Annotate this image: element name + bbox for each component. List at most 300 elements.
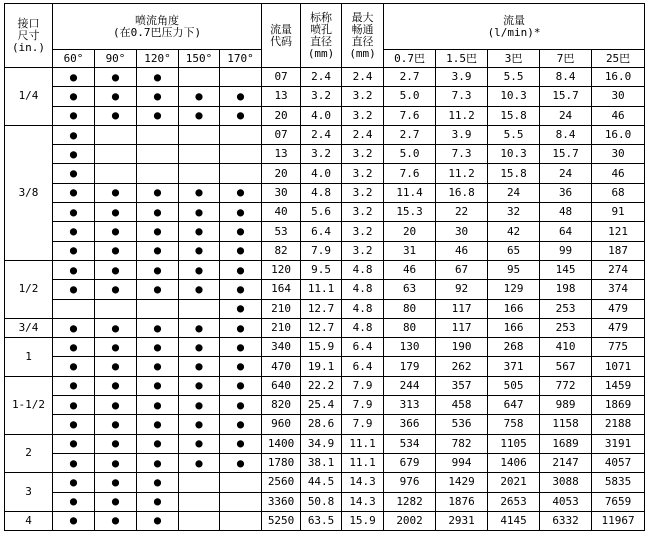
table-row <box>5 511 645 530</box>
orifice-diameter-cell: 63.5 <box>301 511 342 530</box>
angle-availability-cell <box>53 260 95 279</box>
flow-rate-cell: 3.9 <box>436 125 488 144</box>
available-dot-icon: ● <box>69 281 78 296</box>
flow-rate-cell: 7.6 <box>384 106 436 125</box>
available-dot-icon: ● <box>153 108 162 123</box>
flow-code-cell: 820 <box>262 396 301 415</box>
available-dot-icon: ● <box>69 146 78 161</box>
flow-rate-cell: 5835 <box>592 473 645 492</box>
angle-availability-cell <box>53 396 95 415</box>
flow-code-cell: 20 <box>262 164 301 183</box>
available-dot-icon: ● <box>195 378 203 393</box>
angle-availability-cell <box>137 415 179 434</box>
connection-size-cell: 1 <box>5 338 53 377</box>
available-dot-icon: ● <box>195 204 203 219</box>
flow-rate-cell: 15.8 <box>488 164 540 183</box>
flow-rate-cell: 68 <box>592 183 645 202</box>
angle-availability-cell <box>220 318 262 337</box>
available-dot-icon: ● <box>69 397 78 412</box>
flow-rate-cell: 92 <box>436 280 488 299</box>
flow-rate-cell: 22 <box>436 203 488 222</box>
available-dot-icon: ● <box>236 378 245 393</box>
flow-rate-cell: 1876 <box>436 492 488 511</box>
table-row <box>5 203 645 222</box>
available-dot-icon: ● <box>236 397 245 412</box>
angle-availability-cell <box>53 164 95 183</box>
available-dot-icon: ● <box>111 474 120 489</box>
flow-rate-cell: 15.8 <box>488 106 540 125</box>
angle-availability-cell <box>179 492 220 511</box>
angle-availability-cell <box>95 203 137 222</box>
angle-availability-cell <box>53 511 95 530</box>
connection-size-cell: 1-1/2 <box>5 376 53 434</box>
flow-rate-cell: 1105 <box>488 434 540 453</box>
table-row <box>5 87 645 106</box>
angle-availability-cell <box>179 106 220 125</box>
angle-availability-cell <box>179 203 220 222</box>
angle-availability-cell <box>220 203 262 222</box>
flow-rate-cell: 5.0 <box>384 87 436 106</box>
angle-availability-cell <box>220 492 262 511</box>
table-row <box>5 260 645 279</box>
angle-availability-cell <box>179 473 220 492</box>
flow-rate-cell: 117 <box>436 318 488 337</box>
available-dot-icon: ● <box>195 455 203 470</box>
spray-angle-header: 喷流角度 (在0.7巴压力下) <box>53 4 262 50</box>
available-dot-icon: ● <box>69 204 78 219</box>
angle-availability-cell <box>53 241 95 260</box>
flow-rate-cell: 758 <box>488 415 540 434</box>
angle-availability-cell <box>220 511 262 530</box>
angle-availability-cell <box>220 396 262 415</box>
angle-availability-cell <box>53 318 95 337</box>
available-dot-icon: ● <box>69 166 78 181</box>
available-dot-icon: ● <box>195 416 203 431</box>
available-dot-icon: ● <box>195 436 203 451</box>
available-dot-icon: ● <box>236 281 245 296</box>
angle-availability-cell <box>137 125 179 144</box>
angle-availability-cell <box>220 473 262 492</box>
angle-availability-cell <box>95 260 137 279</box>
connection-size-cell: 3/4 <box>5 318 53 337</box>
angle-header-cell: 150° <box>179 50 220 68</box>
table-row <box>5 492 645 511</box>
angle-availability-cell <box>53 280 95 299</box>
max-passage-cell: 14.3 <box>342 473 384 492</box>
angle-availability-cell <box>137 260 179 279</box>
angle-availability-cell <box>220 415 262 434</box>
connection-size-cell: 4 <box>5 511 53 530</box>
angle-availability-cell <box>137 318 179 337</box>
available-dot-icon: ● <box>69 224 78 239</box>
flow-rate-cell: 1071 <box>592 357 645 376</box>
flow-rate-cell: 679 <box>384 453 436 472</box>
flow-rate-cell: 30 <box>592 145 645 164</box>
available-dot-icon: ● <box>111 88 120 103</box>
max-passage-cell: 4.8 <box>342 280 384 299</box>
angle-availability-cell <box>220 68 262 87</box>
angle-availability-cell <box>53 183 95 202</box>
flow-rate-cell: 46 <box>592 164 645 183</box>
available-dot-icon: ● <box>153 281 162 296</box>
angle-availability-cell <box>95 473 137 492</box>
table-row <box>5 280 645 299</box>
table-row <box>5 338 645 357</box>
available-dot-icon: ● <box>69 88 78 103</box>
size-header: 接口 尺寸 (in.) <box>5 4 53 68</box>
angle-availability-cell <box>220 280 262 299</box>
max-passage-cell: 4.8 <box>342 318 384 337</box>
flow-code-cell: 164 <box>262 280 301 299</box>
flow-rate-cell: 2021 <box>488 473 540 492</box>
angle-availability-cell <box>53 203 95 222</box>
angle-availability-cell <box>95 453 137 472</box>
table-row <box>5 396 645 415</box>
pressure-header-cell: 3巴 <box>488 50 540 68</box>
angle-header-cell: 90° <box>95 50 137 68</box>
available-dot-icon: ● <box>195 185 203 200</box>
angle-availability-cell <box>95 106 137 125</box>
available-dot-icon: ● <box>153 185 162 200</box>
available-dot-icon: ● <box>111 339 120 354</box>
available-dot-icon: ● <box>236 455 245 470</box>
available-dot-icon: ● <box>153 513 162 528</box>
flow-rate-cell: 5.0 <box>384 145 436 164</box>
flow-rate-cell: 1869 <box>592 396 645 415</box>
angle-availability-cell <box>137 357 179 376</box>
angle-availability-cell <box>179 164 220 183</box>
available-dot-icon: ● <box>195 224 203 239</box>
angle-availability-cell <box>95 145 137 164</box>
angle-availability-cell <box>95 415 137 434</box>
flow-rate-cell: 15.3 <box>384 203 436 222</box>
angle-availability-cell <box>95 125 137 144</box>
flow-rate-cell: 479 <box>592 299 645 318</box>
flow-rate-cell: 187 <box>592 241 645 260</box>
flow-rate-cell: 16.8 <box>436 183 488 202</box>
flow-code-cell: 07 <box>262 125 301 144</box>
available-dot-icon: ● <box>195 320 203 335</box>
flow-code-cell: 340 <box>262 338 301 357</box>
available-dot-icon: ● <box>69 339 78 354</box>
orifice-diameter-cell: 38.1 <box>301 453 342 472</box>
flow-rate-cell: 117 <box>436 299 488 318</box>
pressure-header-cell: 0.7巴 <box>384 50 436 68</box>
angle-availability-cell <box>53 145 95 164</box>
angle-availability-cell <box>95 396 137 415</box>
available-dot-icon: ● <box>111 494 120 509</box>
available-dot-icon: ● <box>153 474 162 489</box>
angle-availability-cell <box>179 87 220 106</box>
flow-rate-cell: 121 <box>592 222 645 241</box>
angle-availability-cell <box>53 222 95 241</box>
angle-availability-cell <box>179 396 220 415</box>
angle-availability-cell <box>137 280 179 299</box>
angle-availability-cell <box>95 87 137 106</box>
flow-rate-cell: 7.3 <box>436 145 488 164</box>
flow-rate-cell: 24 <box>488 183 540 202</box>
max-passage-cell: 3.2 <box>342 222 384 241</box>
flow-rate-cell: 2188 <box>592 415 645 434</box>
available-dot-icon: ● <box>153 204 162 219</box>
angle-availability-cell <box>137 87 179 106</box>
max-passage-cell: 3.2 <box>342 241 384 260</box>
available-dot-icon: ● <box>153 494 162 509</box>
table-row <box>5 222 645 241</box>
flow-rate-cell: 95 <box>488 260 540 279</box>
angle-availability-cell <box>179 318 220 337</box>
available-dot-icon: ● <box>69 416 78 431</box>
available-dot-icon: ● <box>153 320 162 335</box>
flow-rate-cell: 10.3 <box>488 87 540 106</box>
angle-availability-cell <box>179 222 220 241</box>
flow-rate-cell: 1429 <box>436 473 488 492</box>
available-dot-icon: ● <box>111 69 120 84</box>
available-dot-icon: ● <box>236 243 245 258</box>
available-dot-icon: ● <box>195 262 203 277</box>
available-dot-icon: ● <box>195 243 203 258</box>
flow-rate-cell: 32 <box>488 203 540 222</box>
angle-availability-cell <box>95 164 137 183</box>
angle-availability-cell <box>53 299 95 318</box>
flow-rate-cell: 3191 <box>592 434 645 453</box>
flow-rate-cell: 11.2 <box>436 106 488 125</box>
angle-availability-cell <box>179 299 220 318</box>
flow-rate-cell: 6332 <box>540 511 592 530</box>
angle-availability-cell <box>179 434 220 453</box>
angle-availability-cell <box>53 376 95 395</box>
flow-rate-cell: 534 <box>384 434 436 453</box>
angle-availability-cell <box>179 241 220 260</box>
nozzle-flow-table <box>4 3 645 531</box>
max-passage-cell: 6.4 <box>342 338 384 357</box>
orifice-diameter-cell: 12.7 <box>301 318 342 337</box>
table-header <box>5 4 645 68</box>
angle-availability-cell <box>95 434 137 453</box>
orifice-diameter-cell: 25.4 <box>301 396 342 415</box>
flow-code-header: 流量 代码 <box>262 4 301 68</box>
angle-availability-cell <box>220 183 262 202</box>
flow-rate-cell: 1158 <box>540 415 592 434</box>
flow-rate-cell: 30 <box>592 87 645 106</box>
orifice-diameter-cell: 2.4 <box>301 68 342 87</box>
flow-code-cell: 3360 <box>262 492 301 511</box>
angle-availability-cell <box>53 473 95 492</box>
available-dot-icon: ● <box>69 359 78 374</box>
flow-code-cell: 40 <box>262 203 301 222</box>
available-dot-icon: ● <box>195 397 203 412</box>
flow-rate-cell: 1282 <box>384 492 436 511</box>
available-dot-icon: ● <box>69 127 78 142</box>
flow-rate-cell: 989 <box>540 396 592 415</box>
orifice-diameter-cell: 19.1 <box>301 357 342 376</box>
flow-rate-cell: 11967 <box>592 511 645 530</box>
angle-availability-cell <box>137 338 179 357</box>
angle-availability-cell <box>179 280 220 299</box>
available-dot-icon: ● <box>111 397 120 412</box>
angle-availability-cell <box>137 164 179 183</box>
available-dot-icon: ● <box>153 224 162 239</box>
flow-rate-cell: 268 <box>488 338 540 357</box>
flow-rate-cell: 63 <box>384 280 436 299</box>
table-row <box>5 376 645 395</box>
available-dot-icon: ● <box>195 281 203 296</box>
angle-header-cell: 60° <box>53 50 95 68</box>
flow-code-cell: 2560 <box>262 473 301 492</box>
orifice-diameter-cell: 4.8 <box>301 183 342 202</box>
flow-rate-cell: 3088 <box>540 473 592 492</box>
connection-size-cell: 2 <box>5 434 53 473</box>
available-dot-icon: ● <box>236 320 245 335</box>
available-dot-icon: ● <box>111 224 120 239</box>
angle-availability-cell <box>137 492 179 511</box>
available-dot-icon: ● <box>111 281 120 296</box>
angle-availability-cell <box>179 68 220 87</box>
available-dot-icon: ● <box>236 262 245 277</box>
angle-availability-cell <box>220 145 262 164</box>
angle-availability-cell <box>179 183 220 202</box>
max-passage-cell: 2.4 <box>342 125 384 144</box>
available-dot-icon: ● <box>69 108 78 123</box>
table-row <box>5 241 645 260</box>
flow-rate-cell: 15.7 <box>540 145 592 164</box>
orifice-diameter-cell: 9.5 <box>301 260 342 279</box>
max-passage-cell: 3.2 <box>342 145 384 164</box>
flow-rate-cell: 994 <box>436 453 488 472</box>
available-dot-icon: ● <box>111 243 120 258</box>
angle-availability-cell <box>220 260 262 279</box>
available-dot-icon: ● <box>69 243 78 258</box>
angle-availability-cell <box>95 241 137 260</box>
connection-size-cell: 1/2 <box>5 260 53 318</box>
flow-code-cell: 960 <box>262 415 301 434</box>
flow-rate-cell: 536 <box>436 415 488 434</box>
flow-code-cell: 210 <box>262 318 301 337</box>
angle-availability-cell <box>137 453 179 472</box>
flow-rate-cell: 46 <box>592 106 645 125</box>
max-passage-header: 最大 畅通 直径 (mm) <box>342 4 384 68</box>
flow-rate-cell: 7659 <box>592 492 645 511</box>
max-passage-cell: 4.8 <box>342 299 384 318</box>
flow-rate-cell: 371 <box>488 357 540 376</box>
orifice-diameter-cell: 34.9 <box>301 434 342 453</box>
flow-rate-cell: 48 <box>540 203 592 222</box>
flow-code-cell: 13 <box>262 87 301 106</box>
angle-availability-cell <box>137 106 179 125</box>
available-dot-icon: ● <box>236 108 245 123</box>
flow-rate-cell: 80 <box>384 299 436 318</box>
max-passage-cell: 7.9 <box>342 415 384 434</box>
angle-availability-cell <box>95 376 137 395</box>
available-dot-icon: ● <box>195 359 203 374</box>
orifice-diameter-cell: 12.7 <box>301 299 342 318</box>
available-dot-icon: ● <box>111 416 120 431</box>
connection-size-cell: 3 <box>5 473 53 512</box>
available-dot-icon: ● <box>236 359 245 374</box>
flow-code-cell: 640 <box>262 376 301 395</box>
max-passage-cell: 14.3 <box>342 492 384 511</box>
flow-rate-cell: 30 <box>436 222 488 241</box>
angle-availability-cell <box>179 453 220 472</box>
orifice-diameter-cell: 4.0 <box>301 106 342 125</box>
pressure-header-cell: 1.5巴 <box>436 50 488 68</box>
flow-rate-cell: 976 <box>384 473 436 492</box>
flow-rate-cell: 458 <box>436 396 488 415</box>
available-dot-icon: ● <box>111 513 120 528</box>
flow-rate-cell: 16.0 <box>592 125 645 144</box>
orifice-diameter-cell: 15.9 <box>301 338 342 357</box>
available-dot-icon: ● <box>236 224 245 239</box>
flow-rate-cell: 775 <box>592 338 645 357</box>
flow-rate-cell: 253 <box>540 299 592 318</box>
flow-rate-cell: 262 <box>436 357 488 376</box>
angle-availability-cell <box>53 453 95 472</box>
flow-rate-cell: 11.2 <box>436 164 488 183</box>
angle-availability-cell <box>95 183 137 202</box>
angle-availability-cell <box>95 357 137 376</box>
angle-availability-cell <box>137 145 179 164</box>
flow-rate-cell: 647 <box>488 396 540 415</box>
angle-availability-cell <box>179 415 220 434</box>
available-dot-icon: ● <box>111 108 120 123</box>
angle-availability-cell <box>95 222 137 241</box>
flow-rate-cell: 64 <box>540 222 592 241</box>
angle-availability-cell <box>137 183 179 202</box>
available-dot-icon: ● <box>153 243 162 258</box>
table-row <box>5 318 645 337</box>
available-dot-icon: ● <box>236 185 245 200</box>
flow-rate-cell: 46 <box>384 260 436 279</box>
available-dot-icon: ● <box>153 455 162 470</box>
flow-rate-cell: 15.7 <box>540 87 592 106</box>
angle-availability-cell <box>53 87 95 106</box>
table-row <box>5 299 645 318</box>
flow-rate-cell: 8.4 <box>540 68 592 87</box>
available-dot-icon: ● <box>153 416 162 431</box>
flow-code-cell: 120 <box>262 260 301 279</box>
flow-rate-cell: 2147 <box>540 453 592 472</box>
flow-rate-cell: 145 <box>540 260 592 279</box>
flow-code-cell: 53 <box>262 222 301 241</box>
max-passage-cell: 3.2 <box>342 87 384 106</box>
flow-rate-cell: 1459 <box>592 376 645 395</box>
max-passage-cell: 7.9 <box>342 376 384 395</box>
orifice-diameter-cell: 3.2 <box>301 145 342 164</box>
available-dot-icon: ● <box>69 262 78 277</box>
flow-rate-cell: 2002 <box>384 511 436 530</box>
pressure-header-cell: 25巴 <box>592 50 645 68</box>
available-dot-icon: ● <box>153 397 162 412</box>
angle-availability-cell <box>179 338 220 357</box>
flow-rate-cell: 5.5 <box>488 68 540 87</box>
angle-header-cell: 170° <box>220 50 262 68</box>
available-dot-icon: ● <box>153 262 162 277</box>
available-dot-icon: ● <box>153 339 162 354</box>
table-row <box>5 145 645 164</box>
table-row <box>5 357 645 376</box>
angle-availability-cell <box>137 222 179 241</box>
flow-code-cell: 1780 <box>262 453 301 472</box>
orifice-diameter-cell: 3.2 <box>301 87 342 106</box>
table-row <box>5 106 645 125</box>
orifice-diameter-cell: 44.5 <box>301 473 342 492</box>
angle-availability-cell <box>220 222 262 241</box>
available-dot-icon: ● <box>69 436 78 451</box>
flow-rate-cell: 190 <box>436 338 488 357</box>
angle-availability-cell <box>179 125 220 144</box>
flow-rate-cell: 198 <box>540 280 592 299</box>
flow-code-cell: 5250 <box>262 511 301 530</box>
